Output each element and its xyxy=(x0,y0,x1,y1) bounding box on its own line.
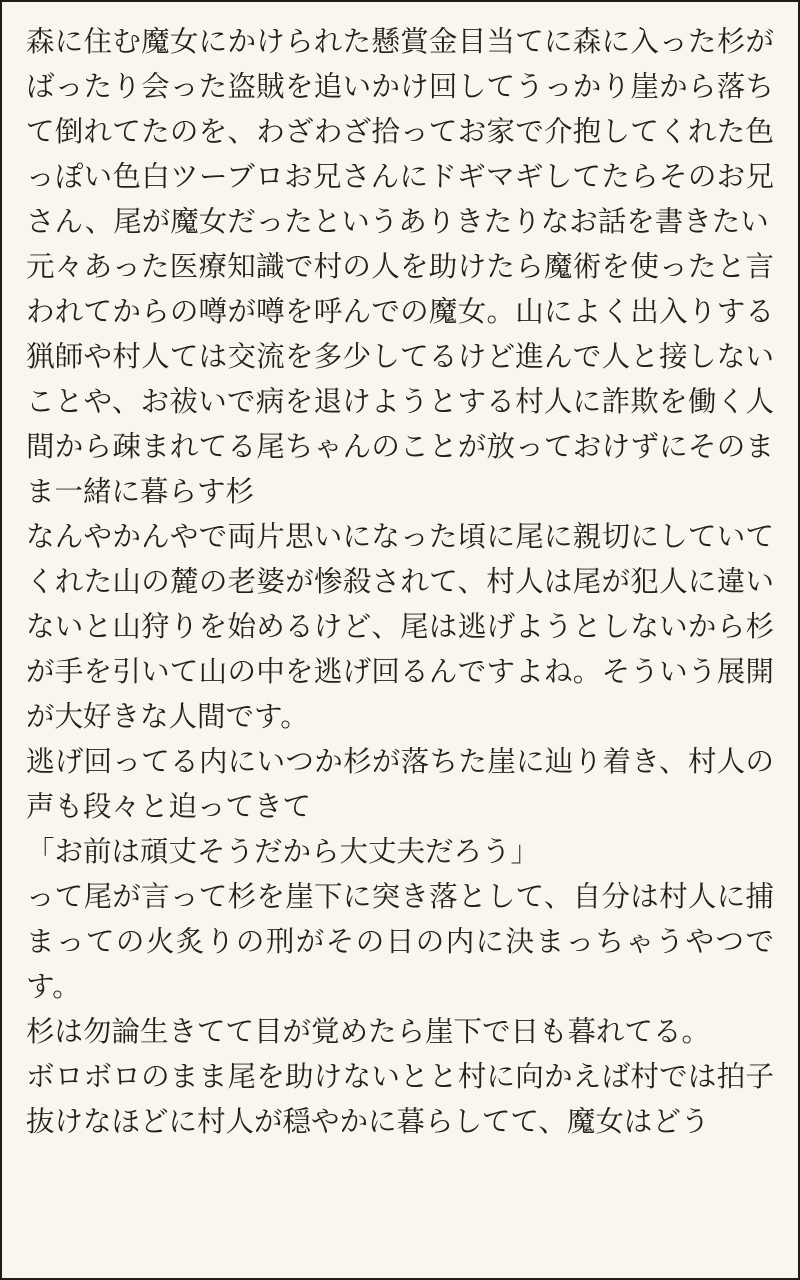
paragraph-2: 元々あった医療知識で村の人を助けたら魔術を使ったと言われてからの噂が噂を呼んでの魔女。山によく出入りする猟師や村人ては交流を多少してるけど進んで人と接しないことや、お祓いで病を退けようとする村人に詐欺を働く人間から疎まれてる尾ちゃんのことが放っておけずにそのまま一緒に暮らす杉 xyxy=(26,251,774,508)
paragraph-5: 「お前は頑丈そうだから大丈夫だろう」 xyxy=(26,836,540,868)
document-text-body xyxy=(26,20,774,1145)
paragraph-4: 逃げ回ってる内にいつか杉が落ちた崖に辿り着き、村人の声も段々と迫ってきて xyxy=(26,746,774,823)
paragraph-3: なんやかんやで両片思いになった頃に尾に親切にしていてくれた山の麓の老婆が惨殺されて、村人は尾が犯人に違いないと山狩りを始めるけど、尾は逃げようとしないから杉が手を引いて山の中を逃げ回るんですよね。そういう展開が大好きな人間です。 xyxy=(26,521,774,733)
paragraph-6: って尾が言って杉を崖下に突き落として、自分は村人に捕まっての火炙りの刑がその日の内に決まっちゃうやつです。 xyxy=(26,881,774,1003)
paragraph-1: 森に住む魔女にかけられた懸賞金目当てに森に入った杉がばったり会った盗賊を追いかけ回してうっかり崖から落ちて倒れてたのを、わざわざ拾ってお家で介抱してくれた色っぽい色白ツーブロお兄さんにドギマギしてたらそのお兄さん、尾が魔女だったというありきたりなお話を書きたい xyxy=(26,26,774,238)
paragraph-8: ボロボロのまま尾を助けないとと村に向かえば村では拍子抜けなほどに村人が穏やかに暮らしてて、魔女はどう xyxy=(26,1061,774,1138)
paragraph-7: 杉は勿論生きてて目が覚めたら崖下で日も暮れてる。 xyxy=(26,1016,711,1048)
